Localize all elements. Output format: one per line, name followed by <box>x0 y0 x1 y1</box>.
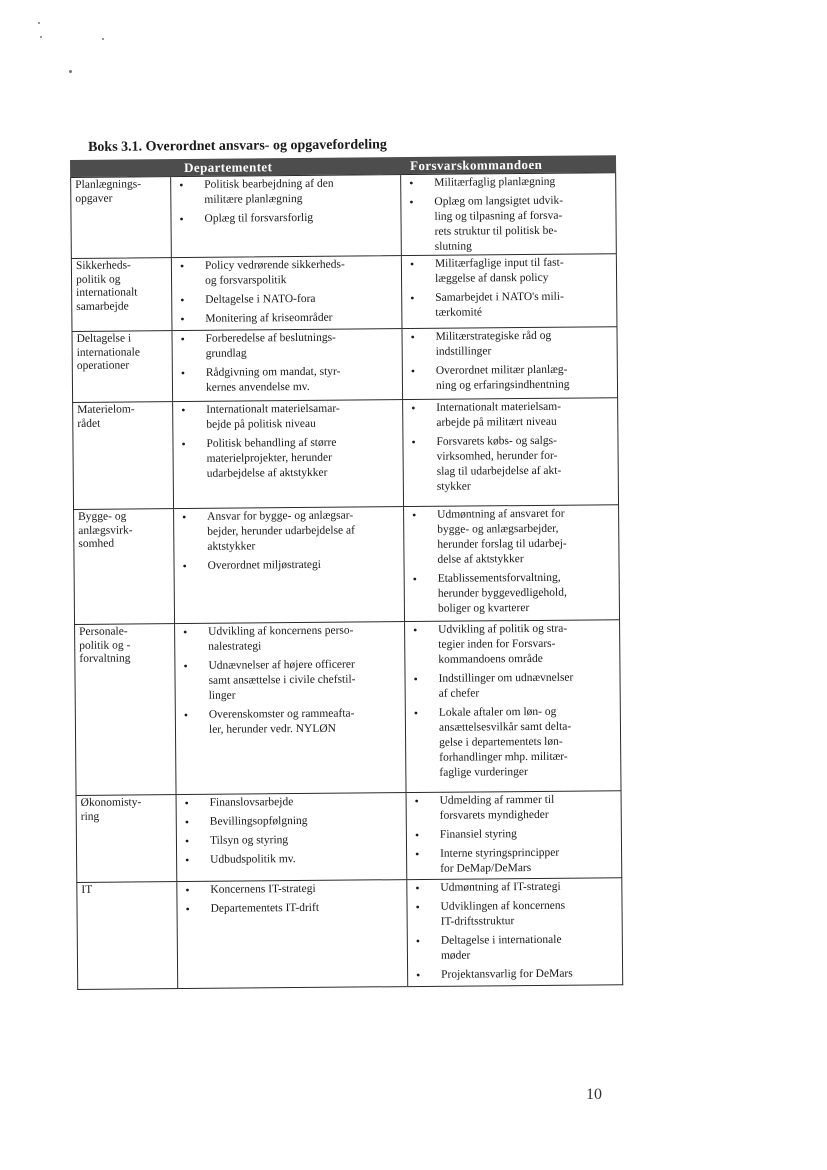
bullet-icon: • <box>409 176 414 191</box>
bullet-icon: • <box>409 257 415 272</box>
page-number: 10 <box>586 1086 602 1103</box>
departementet-cell <box>177 880 408 988</box>
list-item-text: Deltagelse i internationale møder <box>440 933 562 962</box>
list-item-text: Overenskomster og rammeafta- ler, herunder vedr. NYLØN <box>208 707 355 736</box>
list-item <box>172 257 399 289</box>
bullet-icon: • <box>179 178 184 193</box>
row-category: Planlægnings- opgaver <box>71 177 172 258</box>
table-row <box>72 327 619 403</box>
list-item <box>405 570 617 617</box>
list-item-text: Udviklingen af koncernens IT-driftsstruktur <box>440 899 566 928</box>
row-category: Deltagelse i internationale operationer <box>73 331 174 402</box>
table-row <box>71 254 618 332</box>
list-item-text: Oplæg om langsigtet udvik- ling og tilpasning af forsva- rets struktur til politisk be- slutning <box>434 194 564 253</box>
list-item <box>407 792 619 824</box>
bullet-list <box>171 176 398 227</box>
list-item-text: Udmøntning af ansvaret for bygge- og anlægsarbejder, herunder forslag til udarbej- delse af aktstykker <box>437 507 567 566</box>
list-item-text: Koncernens IT-strategi <box>210 882 316 896</box>
list-item <box>403 362 615 394</box>
list-item-text: Etablissementsforvaltning, herunder byggevedligehold, boliger og kvarterer <box>437 571 567 615</box>
bullet-list <box>401 174 614 255</box>
scan-speck <box>40 36 42 38</box>
list-item <box>408 932 620 964</box>
bullet-list <box>173 401 401 482</box>
header-forsvarskommandoen: Forsvarskommandoen <box>409 156 543 174</box>
bullet-icon: • <box>410 363 416 379</box>
list-item-text: Deltagelse i NATO-fora <box>205 292 316 306</box>
bullet-icon: • <box>185 852 190 868</box>
list-item-text: Departementets IT-drift <box>210 901 320 915</box>
bullet-icon: • <box>409 195 414 210</box>
list-item <box>171 176 398 208</box>
bullet-icon: • <box>183 707 189 723</box>
bullet-icon: • <box>179 259 185 274</box>
list-item <box>408 966 620 983</box>
list-item-text: Indstillinger om udnævnelser af chefer <box>438 671 574 700</box>
list-item <box>177 881 404 898</box>
list-item <box>177 900 404 917</box>
bullet-list <box>172 257 400 327</box>
list-item-text: Samarbejdet i NATO's mili- tærkomité <box>435 290 564 319</box>
list-item <box>177 832 404 849</box>
list-item-text: Lokale aftaler om løn- og ansættelsesvilkår samt delta- gelse i departementets løn- forhandlinger mhp. militær- faglige vurderinger <box>438 705 572 779</box>
bullet-icon: • <box>180 332 185 347</box>
table-row <box>76 791 623 883</box>
list-item-text: Overordnet militær planlæg- ning og erfaringsindhentning <box>435 363 570 392</box>
list-item-text: Rådgivning om mandat, styr- kernes anvendelse mv. <box>205 365 341 394</box>
list-item <box>172 310 399 327</box>
bullet-icon: • <box>181 403 186 418</box>
list-item <box>175 623 402 655</box>
list-item-text: Udmelding af rammer til forsvarets myndigheder <box>439 793 555 822</box>
bullet-icon: • <box>414 827 420 843</box>
list-item-text: Internationalt materielsam- arbejde på militært niveau <box>436 400 562 429</box>
bullet-icon: • <box>415 846 420 862</box>
list-item <box>401 174 613 191</box>
list-item-text: Finanslovsarbejde <box>209 796 294 809</box>
row-category: IT <box>77 882 178 989</box>
bullet-list <box>174 508 402 574</box>
departementet-cell <box>173 400 404 508</box>
bullet-list <box>402 255 615 321</box>
header-blank-cell <box>70 159 170 177</box>
scan-speck <box>69 70 72 73</box>
bullet-icon: • <box>182 509 187 525</box>
list-item <box>403 433 616 495</box>
forsvarskommandoen-cell <box>402 327 617 399</box>
list-item <box>404 506 617 568</box>
header-departementet: Departementet <box>184 159 273 176</box>
list-item <box>402 289 614 321</box>
departementet-cell <box>172 256 403 330</box>
table-row <box>70 172 617 259</box>
list-item <box>174 557 401 574</box>
departementet-cell <box>174 507 405 623</box>
list-item <box>173 330 400 362</box>
row-category: Personale- politik og - forvaltning <box>75 624 176 795</box>
bullet-icon: • <box>411 434 416 450</box>
forsvarskommandoen-cell <box>407 878 622 986</box>
list-item <box>174 508 401 555</box>
list-item-text: Udnævnelser af højere officerer samt ansættelse i civile chefstil- linger <box>208 658 356 702</box>
list-item <box>177 851 404 868</box>
bullet-icon: • <box>413 705 419 721</box>
list-item-text: Politisk behandling af større materielprojekter, herunder udarbejdelse af aktstykker <box>206 436 337 480</box>
bullet-icon: • <box>415 933 421 949</box>
bullet-icon: • <box>180 366 186 381</box>
list-item-text: Tilsyn og styring <box>209 834 289 847</box>
list-item-text: Militærstrategiske råd og indstillinger <box>435 329 552 358</box>
list-item <box>173 401 400 433</box>
table-body <box>70 172 623 990</box>
bullet-list <box>405 621 618 781</box>
forsvarskommandoen-cell <box>407 791 622 879</box>
list-item <box>173 435 400 482</box>
bullet-icon: • <box>410 329 415 345</box>
bullet-icon: • <box>184 795 189 811</box>
bullet-icon: • <box>181 437 186 452</box>
list-item <box>407 845 619 877</box>
scan-speck <box>38 22 40 24</box>
bullet-list <box>407 792 620 877</box>
bullet-icon: • <box>413 671 418 687</box>
scan-speck <box>102 38 104 40</box>
list-item <box>405 621 617 668</box>
responsibility-table <box>70 155 623 990</box>
forsvarskommandoen-cell <box>405 620 620 792</box>
list-item <box>175 657 402 704</box>
row-category: Bygge- og anlægsvirk- somhed <box>74 509 175 624</box>
list-item-text: Udvikling af politik og stra- tegier inden for Forsvars- kommandoens område <box>438 622 568 666</box>
list-item-text: Politisk bearbejdning af den militære planlægning <box>204 177 334 206</box>
table-row <box>73 505 620 625</box>
bullet-icon: • <box>185 882 190 898</box>
list-item-text: Forsvarets købs- og salgs- virksomhed, herunder for- slag til udarbejdelse af akt- stykker <box>436 434 562 493</box>
list-item-text: Overordnet miljøstrategi <box>207 558 321 572</box>
list-item <box>172 291 399 308</box>
bullet-icon: • <box>183 658 188 674</box>
list-item-text: Udmøntning af IT-strategi <box>440 880 561 894</box>
bullet-list <box>173 330 401 396</box>
departementet-cell <box>172 329 403 401</box>
bullet-icon: • <box>179 212 184 227</box>
bullet-icon: • <box>415 899 420 915</box>
row-category: Økonomisty- ring <box>77 795 178 882</box>
list-item-text: Udvikling af koncernens perso- nalestrategi <box>208 624 354 653</box>
bullet-icon: • <box>415 880 420 896</box>
list-item-text: Finansiel styring <box>439 828 517 841</box>
row-category: Materielom- rådet <box>73 402 174 509</box>
list-item <box>177 813 404 830</box>
bullet-icon: • <box>180 293 185 308</box>
bullet-icon: • <box>414 793 419 809</box>
bullet-icon: • <box>410 290 415 306</box>
forsvarskommandoen-cell <box>403 398 618 506</box>
list-item <box>402 255 614 287</box>
list-item <box>405 670 617 702</box>
departementet-cell <box>177 793 408 881</box>
bullet-icon: • <box>182 558 187 574</box>
list-item-text: Militærfaglige input til fast- læggelse af dansk policy <box>434 256 564 285</box>
list-item-text: Internationalt materielsamar- bejde på politisk niveau <box>206 402 340 431</box>
list-item-text: Monitering af kriseområder <box>205 311 333 325</box>
list-item-text: Oplæg til forsvarsforlig <box>204 211 314 225</box>
list-item <box>171 210 398 227</box>
bullet-icon: • <box>183 624 188 640</box>
departementet-cell <box>175 622 406 794</box>
list-item-text: Projektansvarlig for DeMars <box>441 967 573 981</box>
bullet-list <box>404 506 617 617</box>
bullet-icon: • <box>412 507 417 523</box>
list-item-text: Bevillingsopfølgning <box>209 814 308 828</box>
list-item <box>401 193 614 255</box>
list-item <box>406 704 619 781</box>
forsvarskommandoen-cell <box>404 505 619 621</box>
list-item <box>407 826 619 843</box>
bullet-list <box>177 881 404 917</box>
departementet-cell <box>171 175 402 257</box>
list-item <box>407 879 619 896</box>
box-title: Boks 3.1. Overordnet ansvars- og opgavefordeling <box>88 137 387 155</box>
list-item-text: Udbudspolitik mv. <box>210 853 296 866</box>
list-item-text: Forberedelse af beslutnings- grundlag <box>205 331 336 360</box>
forsvarskommandoen-cell <box>402 254 617 328</box>
table-row <box>74 620 621 796</box>
bullet-icon: • <box>184 814 190 830</box>
list-item <box>407 898 619 930</box>
list-item <box>402 328 614 360</box>
bullet-list <box>175 623 403 738</box>
bullet-list <box>407 879 620 983</box>
list-item <box>173 364 400 396</box>
bullet-icon: • <box>413 622 418 638</box>
table-row <box>72 398 619 510</box>
bullet-icon: • <box>185 901 190 917</box>
bullet-icon: • <box>184 833 190 849</box>
bullet-icon: • <box>416 967 421 983</box>
row-category: Sikkerheds- politik og internationalt samarbejde <box>72 258 173 331</box>
bullet-icon: • <box>180 312 185 327</box>
list-item-text: Interne styringsprincipper for DeMap/DeMars <box>440 846 560 875</box>
list-item-text: Militærfaglig planlægning <box>434 175 556 189</box>
bullet-icon: • <box>412 571 417 587</box>
table-row <box>76 878 623 990</box>
list-item <box>176 706 403 738</box>
bullet-list <box>177 794 405 868</box>
list-item-text: Ansvar for bygge- og anlægsar- bejder, herunder udarbejdelse af aktstykker <box>207 509 355 553</box>
bullet-list <box>403 399 616 495</box>
list-item <box>403 399 615 431</box>
list-item-text: Policy vedrørende sikkerheds- og forsvarspolitik <box>204 258 345 287</box>
bullet-list <box>402 328 615 394</box>
forsvarskommandoen-cell <box>401 173 616 255</box>
list-item <box>177 794 404 811</box>
bullet-icon: • <box>411 400 416 416</box>
